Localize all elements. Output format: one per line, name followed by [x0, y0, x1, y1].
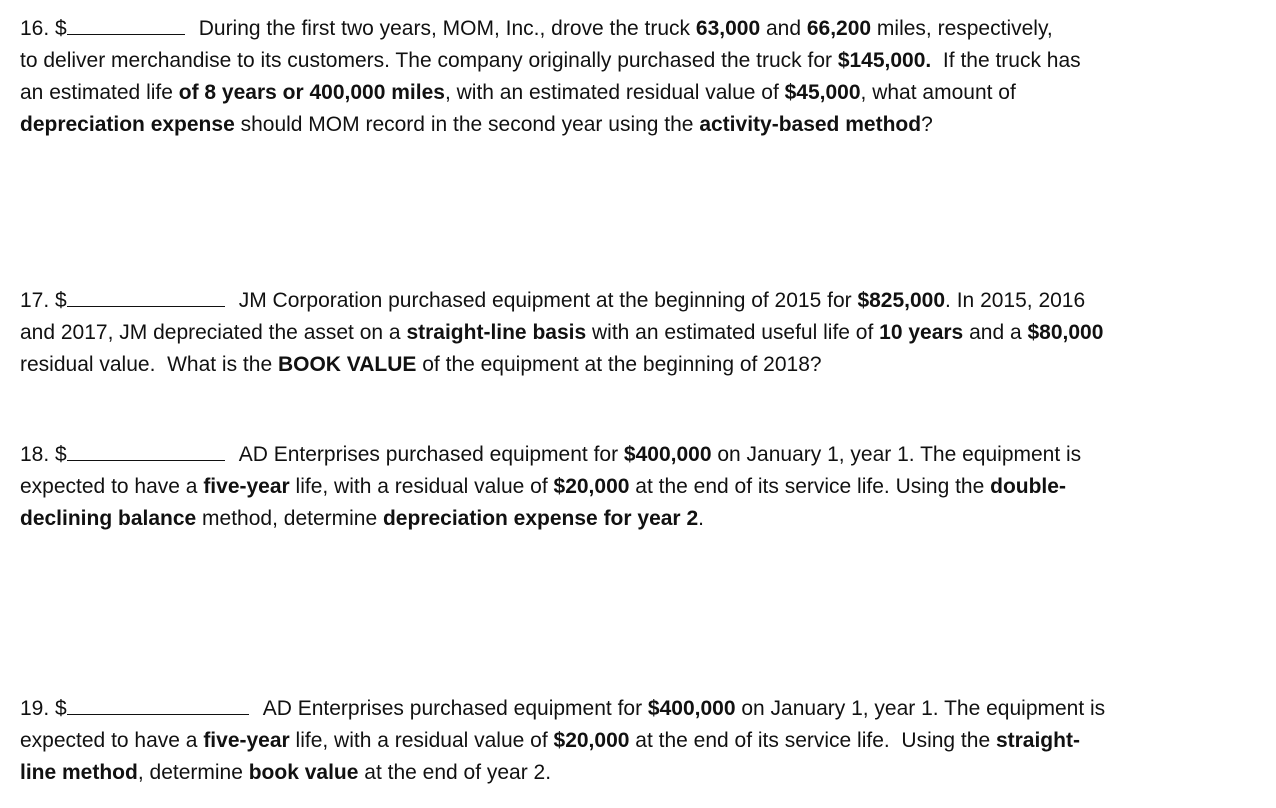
question-16 [20, 12, 1260, 141]
question-number: 17. $ [20, 289, 67, 312]
question-number: 16. $ [20, 17, 67, 40]
text: and 2017, JM depreciated the asset on a [20, 321, 407, 344]
text: at the end of its service life. Using the [629, 475, 991, 498]
bold-text: of 8 years or 400,000 miles [178, 81, 445, 104]
text: should MOM record in the second year using the [234, 113, 700, 136]
bold-text: $400,000 [623, 443, 712, 466]
text: on January 1, year 1. The equipment is [735, 697, 1106, 720]
question-19-line-1 [20, 692, 1260, 725]
text: an estimated life [20, 81, 179, 104]
text: expected to have a [20, 475, 204, 498]
bold-text: double- [990, 475, 1066, 498]
text: to deliver merchandise to its customers. The company originally purchased the truck for [20, 49, 838, 72]
bold-text: $825,000 [857, 289, 946, 312]
bold-text: line method [20, 761, 138, 784]
bold-text: $45,000 [784, 81, 861, 104]
question-17-line-1 [20, 284, 1260, 317]
text: . [698, 507, 704, 530]
bold-text: depreciation expense [20, 113, 235, 136]
text: at the end of its service life. Using the [629, 729, 996, 752]
bold-text: $145,000. [837, 49, 932, 72]
text: If the truck has [931, 49, 1081, 72]
question-16-line-2 [20, 45, 1260, 77]
question-18-line-2 [20, 471, 1260, 503]
question-17-line-2 [20, 317, 1260, 349]
text: with an estimated useful life of [586, 321, 880, 344]
text: and a [963, 321, 1028, 344]
bold-text: depreciation expense for year 2 [382, 507, 699, 530]
bold-text: straight- [995, 729, 1080, 752]
bold-text: 63,000 [695, 17, 761, 40]
question-19-line-3 [20, 757, 1260, 789]
question-number: 19. $ [20, 697, 67, 720]
text: AD Enterprises purchased equipment for [238, 443, 624, 466]
bold-text: straight-line basis [406, 321, 587, 344]
text: of the equipment at the beginning of 2018? [416, 353, 822, 376]
text: residual value. What is the [20, 353, 278, 376]
bold-text: book value [248, 761, 359, 784]
bold-text: BOOK VALUE [277, 353, 417, 376]
text: method, determine [196, 507, 383, 530]
bold-text: $80,000 [1027, 321, 1104, 344]
question-18-line-3 [20, 503, 1260, 535]
question-17 [20, 284, 1260, 381]
text: and [760, 17, 807, 40]
answer-blank-18[interactable] [67, 438, 225, 461]
bold-text: declining balance [20, 507, 197, 530]
bold-text: $400,000 [647, 697, 736, 720]
answer-blank-16[interactable] [67, 12, 185, 35]
text: miles, respectively, [871, 17, 1053, 40]
bold-text: activity-based method [699, 113, 922, 136]
text: life, with a residual value of [289, 729, 554, 752]
text: AD Enterprises purchased equipment for [262, 697, 648, 720]
question-16-line-1 [20, 12, 1260, 45]
question-number: 18. $ [20, 443, 67, 466]
text: , with an estimated residual value of [444, 81, 785, 104]
question-19 [20, 692, 1260, 789]
bold-text: 66,200 [806, 17, 872, 40]
text: life, with a residual value of [289, 475, 554, 498]
answer-blank-19[interactable] [67, 692, 249, 715]
text: , what amount of [860, 81, 1016, 104]
question-18-line-1 [20, 438, 1260, 471]
text: , determine [137, 761, 249, 784]
question-16-line-4 [20, 109, 1260, 141]
bold-text: five-year [203, 475, 290, 498]
text: on January 1, year 1. The equipment is [711, 443, 1082, 466]
question-18 [20, 438, 1260, 535]
question-16-line-3 [20, 77, 1260, 109]
text: . In 2015, 2016 [945, 289, 1086, 312]
bold-text: five-year [203, 729, 290, 752]
bold-text: 10 years [879, 321, 964, 344]
text: expected to have a [20, 729, 204, 752]
text: at the end of year 2. [358, 761, 552, 784]
bold-text: $20,000 [553, 475, 630, 498]
text: During the first two years, MOM, Inc., drove the truck [198, 17, 696, 40]
question-19-line-2 [20, 725, 1260, 757]
question-17-line-3 [20, 349, 1260, 381]
text: ? [921, 113, 933, 136]
text: JM Corporation purchased equipment at the beginning of 2015 for [238, 289, 858, 312]
bold-text: $20,000 [553, 729, 630, 752]
answer-blank-17[interactable] [67, 284, 225, 307]
